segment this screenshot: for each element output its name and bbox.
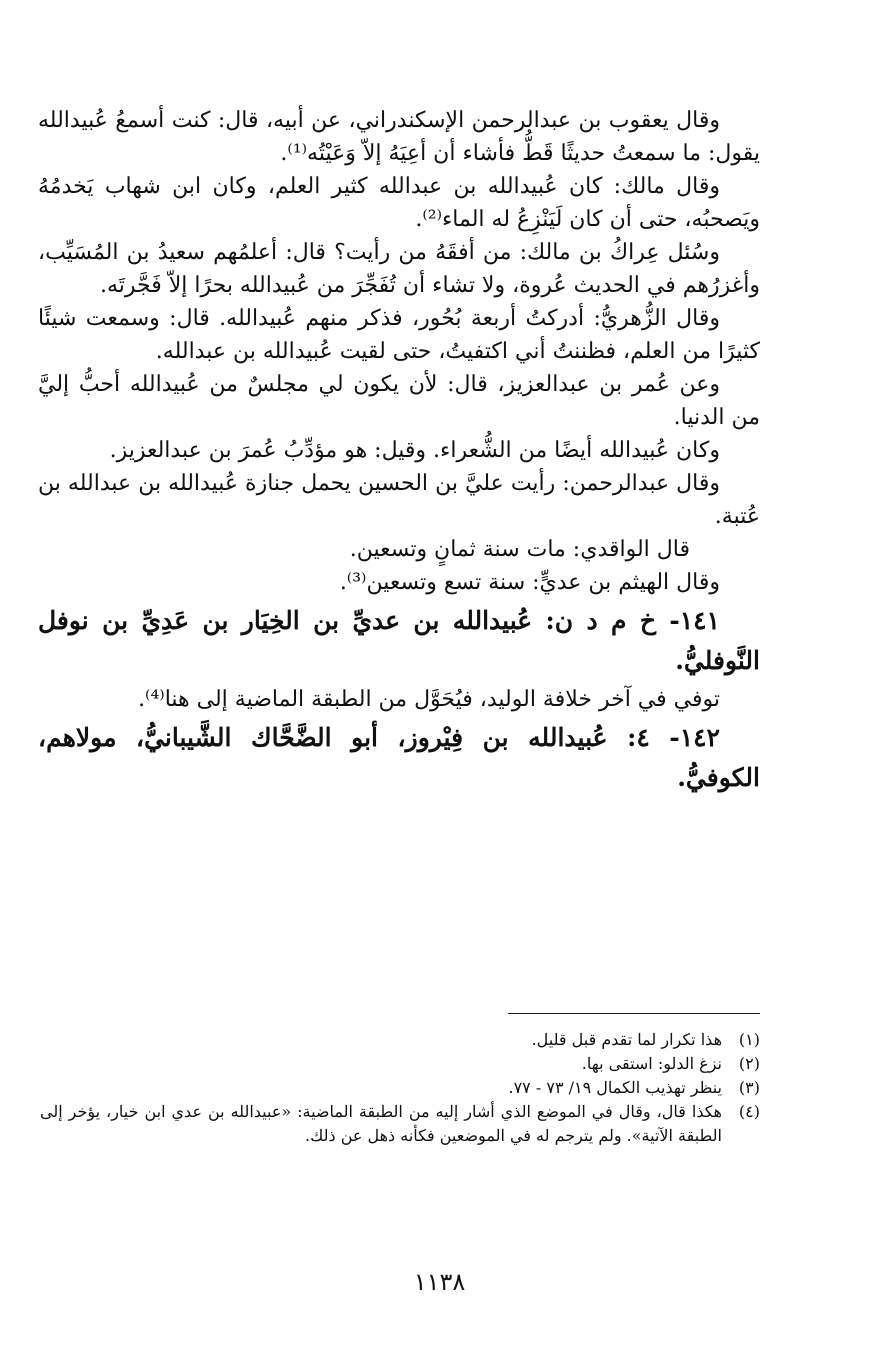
paragraph: وقال الزُّهريُّ: أدركتُ أربعة بُحُور، فذكر منهم عُبيدالله. قال: وسمعت شيئًا كثيرًا من العلم، فظننتُ أني اكتفيتُ، حتى لقيت عُبيدالله بن عبدالله.: [38, 306, 760, 364]
footnote-number: (٣): [738, 1078, 760, 1097]
footnote-text: هكذا قال، وقال في الموضع الذي أشار إليه من الطبقة الماضية: «عبيدالله بن عدي ابن خيار، يؤخر إلى الطبقة الآتية». ولم يترجم له في الموضعين فكأنه ذهل عن ذلك.: [40, 1102, 722, 1145]
paragraph: وقال الهيثم بن عديٍّ: سنة تسع وتسعين⁽³⁾.: [339, 570, 720, 595]
paragraph: وكان عُبيدالله أيضًا من الشُّعراء. وقيل: هو مؤدِّبُ عُمرَ بن عبدالعزيز.: [109, 438, 720, 463]
footnote-text: ينظر تهذيب الكمال ١٩/ ٧٣ - ٧٧.: [508, 1078, 722, 1097]
footnote-number: (٤): [738, 1102, 760, 1121]
footnote-text: نزغ الدلو: استقى بها.: [581, 1054, 722, 1073]
footnotes: [40, 1028, 760, 1148]
footnote-divider: [508, 1013, 760, 1014]
paragraph: وقال مالك: كان عُبيدالله بن عبدالله كثير العلم، وكان ابن شهاب يَخدمُهُ ويَصحبُه، حتى أن كان لَيَنْزِعُ له الماء⁽²⁾.: [38, 174, 760, 232]
page-number: ١١٣٨: [413, 1268, 466, 1296]
footnote: [40, 1076, 760, 1100]
footnote: [40, 1100, 760, 1148]
footnote-text: هذا تكرار لما تقدم قبل قليل.: [531, 1030, 722, 1049]
footnote: [40, 1052, 760, 1076]
footnote-number: (١): [738, 1030, 760, 1049]
paragraph: توفي في آخر خلافة الوليد، فيُحَوَّل من الطبقة الماضية إلى هنا⁽⁴⁾.: [138, 687, 720, 712]
paragraph: وقال عبدالرحمن: رأيت عليَّ بن الحسين يحمل جنازة عُبيدالله بن عبدالله بن عُتبة.: [38, 471, 760, 529]
paragraph: وقال يعقوب بن عبدالرحمن الإسكندراني، عن أبيه، قال: كنت أسمعُ عُبيدالله يقول: ما سمعتُ حديثًا قَطُّ فأشاء أن أعِيَهُ إلاّ وَعَيْتُه⁽¹⁾.: [38, 108, 760, 166]
paragraph: قال الواقدي: مات سنة ثمانٍ وتسعين.: [349, 537, 690, 562]
biography-entry-heading: ١٤٢- ٤: عُبيدالله بن فِيْروز، أبو الضَّحَّاك الشَّيبانيُّ، مولاهم، الكوفيُّ.: [38, 723, 760, 792]
footnote-number: (٢): [738, 1054, 760, 1073]
main-text: [38, 104, 760, 800]
footnote: [40, 1028, 760, 1052]
paragraph: وسُئل عِراكُ بن مالك: من أفقَهُ من رأيت؟ قال: أعلمُهم سعيدُ بن المُسَيِّب، وأغزرُهم في الحديث عُروة، ولا تشاء أن تُفَجِّرَ من عُبيدالله بحرًا إلاّ فَجَّرتَه.: [38, 240, 760, 298]
paragraph: وعن عُمر بن عبدالعزيز، قال: لأن يكون لي مجلسٌ من عُبيدالله أحبُّ إليَّ من الدنيا.: [38, 372, 760, 430]
biography-entry-heading: ١٤١- خ م د ن: عُبيدالله بن عديِّ بن الخِيَار بن عَدِيِّ بن نوفل النَّوفليُّ.: [38, 606, 760, 675]
